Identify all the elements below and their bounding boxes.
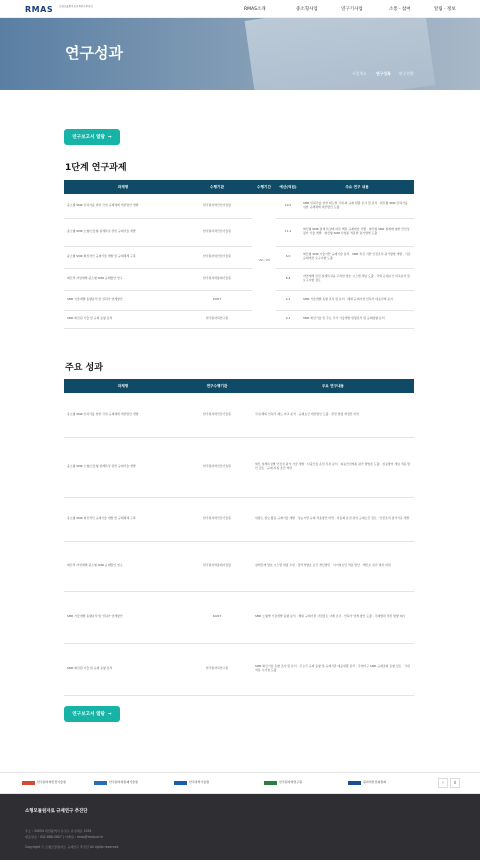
- site-header: [0, 0, 480, 18]
- project-content: SMR 혁신기술 및 주요 국가 기술개발 현황분석 및 규제영향 분석: [300, 310, 414, 328]
- nav-item-project[interactable]: 중소형사업: [296, 7, 318, 12]
- partner-logos: [0, 772, 480, 794]
- project-budget: 6.0: [276, 246, 300, 268]
- prev-arrow-icon[interactable]: ‹: [438, 778, 448, 788]
- result-name: 혁신적 자연재해 중소형 SMR 규제방안 연구: [64, 541, 182, 591]
- project-content: 자연재해 안전 설계특성을 고려한 방호 시스템 개념 도출 · 국외 규제요건 비교분석 및 요구사항 검토: [300, 268, 414, 290]
- column-header: 과제명: [64, 180, 182, 194]
- column-header: 수행기간: [252, 180, 276, 194]
- table-row: [64, 246, 414, 268]
- nav-item-community[interactable]: 소통 · 참여: [389, 7, 411, 12]
- project-org: KAIST: [182, 290, 252, 310]
- site-logo-subtitle: 소형모듈원자로규제연구추진단: [59, 5, 93, 8]
- project-content: 혁신형 SMR 설계 특성에 따른 핵심 규제현안 식별 · 혁신형 SMR 설계에 대한 안전성 평가 기술 개발 · 혁신형 SMR 사업분 적용한 평가방법 도출: [300, 218, 414, 246]
- project-budget: 4.2: [276, 290, 300, 310]
- report-button-label: 연구보고서 열람: [72, 712, 105, 717]
- hero-background-image: [245, 18, 436, 90]
- partner-kinac[interactable]: 한국원자력통제기술원: [109, 780, 138, 784]
- kaist-logo-icon: [174, 781, 187, 785]
- footer-copyright: Copyright ⓒ 소형모듈원자로 규제연구 추진단 All rights reserved.: [25, 845, 120, 849]
- result-org: KAIST: [182, 591, 252, 643]
- result-name: SMR 혁신원 기술 및 규제 동향 분석: [64, 643, 182, 695]
- result-org: 한국원자력연구원: [182, 643, 252, 695]
- site-logo[interactable]: RMAS: [25, 5, 54, 14]
- project-budget: 11.2: [276, 218, 300, 246]
- table-row: [64, 591, 414, 643]
- table-row: [64, 310, 414, 328]
- nav-item-news[interactable]: 알림 · 정보: [434, 7, 456, 12]
- column-header: 수행기관: [182, 180, 252, 194]
- kinac-logo-icon: [94, 781, 107, 785]
- partner-nssc[interactable]: 원자력안전위원회: [363, 780, 387, 784]
- project-name: 중소형 SMR 소형/모듈형 설계특성 관련 규제기술 개발: [64, 218, 182, 246]
- phase1-heading: 1단계 연구과제: [65, 163, 127, 173]
- table-row: [64, 194, 414, 218]
- project-name: 중소형 SMR 혁신적인 규제기술 개발 및 규제체계 구축: [64, 246, 182, 268]
- project-org: 한국원자력연구원: [182, 310, 252, 328]
- table-row: [64, 497, 414, 541]
- breadcrumb-item-results[interactable]: 연구성과: [376, 71, 391, 76]
- result-name: SMR 기술개발 동향분석 및 인허가 연계방안: [64, 591, 182, 643]
- table-row: [64, 268, 414, 290]
- column-header: 주요 연구내용: [252, 379, 414, 393]
- project-content: SMR 인허가를 위한 제도별 국내·외 규제 현황 조사 및 분석 · 혁신형 SMR 인허가를 위한 규제체계 개선방안 도출: [300, 194, 414, 218]
- result-content: 국내·해외 인허가 제도 비교 분석 · 규제요건 개선방안 도출 · 관련 법령 개정안 마련: [252, 393, 414, 437]
- breadcrumb-item-overview[interactable]: 사업개요: [352, 71, 367, 76]
- pause-icon[interactable]: ॥: [450, 778, 460, 788]
- hero-banner: [0, 18, 480, 90]
- results-table: [64, 379, 414, 696]
- site-footer: [0, 794, 480, 860]
- result-content: 설계단계 방호 시스템 개념 수립 · 물리적방호 요건 개선방안 · 사이버보안 적용 방안 · 핵안보 평가 절차 마련: [252, 541, 414, 591]
- project-name: SMR 혁신원 기술 및 규제 동향 분석: [64, 310, 182, 328]
- project-org: 한국원자력안전기술원: [182, 218, 252, 246]
- project-content: 혁신형 SMR 기술기반 규제기술 분석 · SMR 특성 기반 안전조치 평가방법 개발 · 기존 규제개선 요구사항 도출: [300, 246, 414, 268]
- result-name: 중소형 SMR 인허가를 위한 국내 규제체계 개선방안 개발: [64, 393, 182, 437]
- column-header: 예산(억원): [276, 180, 300, 194]
- project-name: SMR 기술개발 동향분석 및 인허가 연계방안: [64, 290, 182, 310]
- breadcrumb-item-status[interactable]: 연구현황: [399, 71, 414, 76]
- arrow-right-icon: →: [107, 711, 112, 717]
- result-org: 한국원자력안전기술원: [182, 393, 252, 437]
- result-org: 한국원자력안전기술원: [182, 437, 252, 497]
- footer-title: 소형모듈원자로 규제연구 추진단: [25, 809, 88, 814]
- result-name: 중소형 SMR 소형/모듈형 설계특성 관련 규제기술 개발: [64, 437, 182, 497]
- report-view-button[interactable]: [64, 129, 120, 145]
- column-header: 연구수행기관: [182, 379, 252, 393]
- result-org: 한국원자력통제기술원: [182, 541, 252, 591]
- project-org: 한국원자력안전기술원: [182, 246, 252, 268]
- partner-kaeri[interactable]: 한국원자력연구원: [279, 780, 303, 784]
- kaeri-logo-icon: [264, 781, 277, 785]
- nssc-logo-icon: [348, 781, 361, 785]
- project-name: 혁신적 자연재해 중소형 SMR 규제방안 연구: [64, 268, 182, 290]
- partner-kins[interactable]: 한국원자력안전기술원: [37, 780, 66, 784]
- project-org: 한국원자력통제기술원: [182, 268, 252, 290]
- result-content: 혁신 설계특성별 안전성 평가 기술 개발 · 다중모듈 운전 특성 분석 · 피동안전계통 평가 방법론 도출 · 심층방어 개념 적용 방안 검토 · 규제 지침 초안 마련: [252, 437, 414, 497]
- page-title: 연구성과: [65, 44, 123, 62]
- project-budget: 10.5: [276, 194, 300, 218]
- column-header: 주요 연구 내용: [300, 180, 414, 194]
- project-content: SMR 기술개발 동향 조사 및 분석 · 해외 규제기관 인허가 대응사례 분석: [300, 290, 414, 310]
- nav-item-about[interactable]: RMAS소개: [244, 7, 266, 12]
- footer-address: 주소 : 34054 대전광역시 유성구 유성대로 1534: [25, 829, 92, 833]
- nav-item-research[interactable]: 연구기사업: [341, 7, 363, 12]
- project-org: 한국원자력안전기술원: [182, 194, 252, 218]
- footer-contact: 대표번호 : 042-868-0807 | 이메일 : rmas@rmas.or.kr: [25, 835, 104, 839]
- project-budget: 4.2: [276, 310, 300, 328]
- project-budget: 6.8: [276, 268, 300, 290]
- table-row: [64, 218, 414, 246]
- table-row: [64, 643, 414, 695]
- project-name: 중소형 SMR 인허가를 위한 국내 규제체계 개선방안 개발: [64, 194, 182, 218]
- report-view-button-bottom[interactable]: [64, 706, 120, 722]
- results-heading: 주요 성과: [65, 363, 103, 373]
- table-row: [64, 290, 414, 310]
- partner-kaist[interactable]: 한국과학기술원: [189, 780, 210, 784]
- column-header: 과제명: [64, 379, 182, 393]
- result-name: 중소형 SMR 혁신적인 규제기술 개발 및 규제체계 구축: [64, 497, 182, 541]
- result-content: SMR 노형별 기술개발 동향 분석 · 해외 규제기관 사전검토 사례 조사 · 인허가 연계 방안 도출 · 국제협력 추진 방향 제시: [252, 591, 414, 643]
- result-content: SMR 혁신기술 동향 조사 및 분석 · 주요국 규제 동향 및 규제기관 대응현황 분석 · 국제기구 SMR 규제조화 동향 검토 · 국내 적용 시사점 도출: [252, 643, 414, 695]
- table-row: [64, 541, 414, 591]
- arrow-right-icon: →: [107, 134, 112, 140]
- result-content: 위험도 정보 활용 규제기술 개발 · 성능기반 규제 적용방안 마련 · 자동화 운전 관련 규제요건 검토 · 안전조치 평가기준 개발: [252, 497, 414, 541]
- table-row: [64, 393, 414, 437]
- result-org: 한국원자력안전기술원: [182, 497, 252, 541]
- table-row: [64, 437, 414, 497]
- phase1-table: [64, 180, 414, 329]
- report-button-label: 연구보고서 열람: [72, 135, 105, 140]
- kins-logo-icon: [22, 781, 35, 785]
- project-period: '22~'23: [252, 194, 276, 328]
